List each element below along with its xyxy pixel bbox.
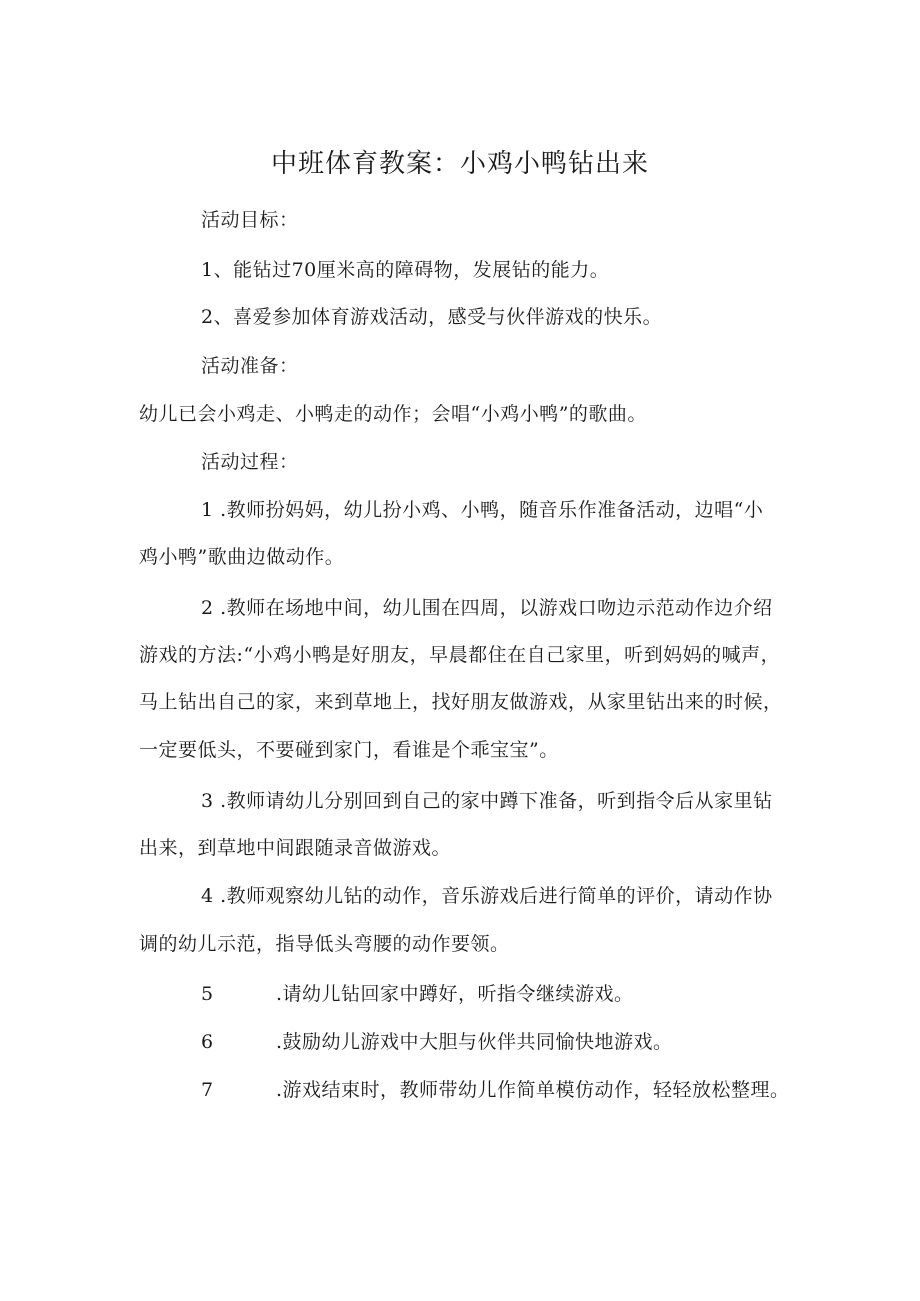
step-7-number: 7 [201,1079,214,1101]
step-3-line-2: 出来，到草地中间跟随录音做游戏。 [139,837,452,859]
goals-heading: 活动目标： [201,209,299,231]
step-6-text: .鼓励幼儿游戏中大胆与伙伴共同愉快地游戏。 [276,1031,673,1053]
step-2-line-1: 2 .教师在场地中间，幼儿围在四周，以游戏口吻边示范动作边介绍 [201,597,773,619]
goal-item-2: 2、喜爱参加体育游戏活动，感受与伙伴游戏的快乐。 [201,306,663,328]
page-title: 中班体育教案：小鸡小鸭钻出来 [270,149,649,179]
step-2-line-2: 游戏的方法:“小鸡小鸭是好朋友，早晨都住在自己家里，听到妈妈的喊声， [139,644,781,666]
step-5-number: 5 [201,983,214,1005]
step-2-line-3: 马上钻出自己的家，来到草地上，找好朋友做游戏，从家里钻出来的时候， [139,691,783,713]
process-heading: 活动过程： [201,451,299,473]
step-4-line-1: 4 .教师观察幼儿钻的动作，音乐游戏后进行简单的评价，请动作协 [201,885,773,907]
step-7-text: .游戏结束时，教师带幼儿作简单模仿动作，轻轻放松整理。 [276,1079,790,1101]
step-1-line-1: 1 .教师扮妈妈，幼儿扮小鸡、小鸭，随音乐作准备活动，边唱“小 [201,499,764,521]
step-5-text: .请幼儿钻回家中蹲好，听指令继续游戏。 [276,983,634,1005]
prep-text: 幼儿已会小鸡走、小鸭走的动作；会唱“小鸡小鸭”的歌曲。 [139,403,647,425]
step-3-line-1: 3 .教师请幼儿分别回到自己的家中蹲下准备，听到指令后从家里钻 [201,790,773,812]
step-6-number: 6 [201,1031,214,1053]
step-1-line-2: 鸡小鸭”歌曲边做动作。 [139,546,345,568]
step-4-line-2: 调的幼儿示范，指导低头弯腰的动作要领。 [139,933,510,955]
step-2-line-4: 一定要低头，不要碰到家门，看谁是个乖宝宝”。 [139,739,559,761]
prep-heading: 活动准备： [201,355,299,377]
goal-item-1: 1、能钻过70厘米高的障碍物，发展钻的能力。 [201,259,610,281]
